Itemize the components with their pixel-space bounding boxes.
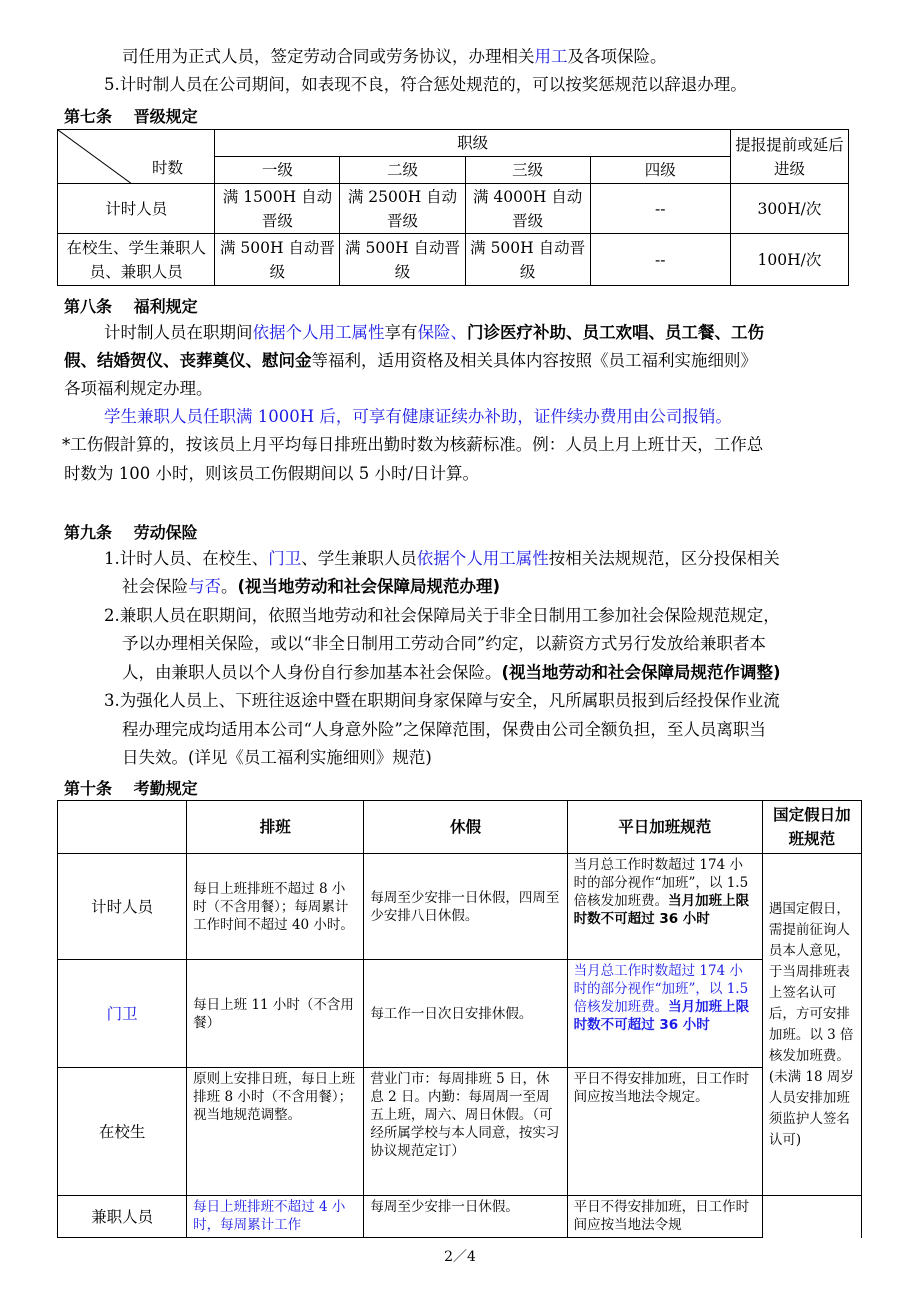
- diagonal-header-cell: [58, 130, 215, 184]
- cell: --: [590, 234, 730, 286]
- text-run: 按相关法规规范，区分投保相关: [548, 549, 780, 568]
- leave-cell: [364, 1196, 567, 1238]
- table-row: [58, 234, 849, 286]
- text-run: 每工作一日次日安排休假。: [370, 1005, 533, 1022]
- table-row: [58, 184, 849, 234]
- text-run: 每日上班 11 小时（不含用餐）: [193, 996, 354, 1031]
- article-10-heading: 第十条 考勤规定: [64, 779, 198, 798]
- text-run: 门卫: [268, 549, 302, 568]
- text-run: 5.计时制人员在公司期间，如表现不良，符合惩处规范的，可以按奖惩规范以辞退办理。: [104, 75, 747, 94]
- article-7-heading: 第七条 晋级规定: [64, 107, 198, 126]
- header-leave: 休假: [364, 801, 567, 854]
- text-line: [122, 44, 920, 70]
- shift-cell: [187, 960, 364, 1068]
- header-shift: 排班: [187, 801, 364, 854]
- text-run: 。: [221, 577, 238, 596]
- table-row: [58, 854, 862, 960]
- overtime-cell: [567, 1196, 762, 1238]
- text-run: 人，由兼职人员以个人身份自行参加基本社会保险。: [122, 663, 502, 682]
- text-line: [122, 717, 920, 743]
- text-run: (视当地劳动和社会保障局规范办理): [237, 577, 501, 596]
- text-line: [104, 320, 904, 346]
- overtime-cell: [567, 960, 762, 1068]
- leave-cell: [364, 1068, 567, 1196]
- text-run: 3.为强化人员上、下班往返途中暨在职期间身家保障与安全，凡所属职员报到后经投保作业流: [104, 691, 780, 710]
- text-run: 平日不得安排加班，日工作时间应按当地法令规定。: [573, 1071, 750, 1105]
- header-overtime: 平日加班规范: [567, 801, 762, 854]
- text-run: 依据个人用工属性: [252, 323, 385, 342]
- grade-2: 二级: [340, 157, 465, 184]
- blank-header: [58, 801, 187, 854]
- text-line: [104, 72, 904, 98]
- row-label: 在校生: [58, 1068, 187, 1196]
- row-label-text: 门卫: [106, 1004, 138, 1023]
- text-run: 日失效。(详见《员工福利实施细则》规范): [122, 748, 432, 767]
- article-9-heading: 第九条 劳动保险: [64, 523, 198, 542]
- text-line: [104, 603, 904, 629]
- text-line: [64, 376, 864, 402]
- text-run: 社会保险: [122, 577, 188, 596]
- attendance-table: [57, 800, 862, 1238]
- text-line: [122, 574, 920, 600]
- cell: 300H/次: [730, 184, 848, 234]
- empty-cell: [762, 1196, 861, 1238]
- cell: 满 2500H 自动晋级: [340, 184, 465, 234]
- text-run: 各项福利规定办理。: [64, 379, 213, 398]
- article-8-heading: 第八条 福利规定: [64, 297, 198, 316]
- text-run: 每周至少安排一日休假。: [370, 1199, 519, 1215]
- cell: 满 500H 自动晋级: [215, 234, 340, 286]
- cell: 满 500H 自动晋级: [340, 234, 465, 286]
- text-run: 司任用为正式人员，签定劳动合同或劳务协议，办理相关: [122, 47, 535, 66]
- text-run: 、学生兼职人员: [301, 549, 417, 568]
- row-label: 在校生、学生兼职人员、兼职人员: [58, 234, 215, 286]
- table-row: [58, 1068, 862, 1196]
- text-run: 2.兼职人员在职期间，依照当地劳动和社会保障局关于非全日制用工参加社会保险规范规定，: [104, 606, 780, 625]
- text-line: [122, 631, 920, 657]
- promotion-table: [57, 129, 849, 286]
- text-run: *工伤假計算的，按该员上月平均每日排班出勤时数为核薪标准。例：人员上月上班廿天，工作总: [62, 435, 764, 454]
- text-run: 计时制人员在职期间: [104, 323, 253, 342]
- shift-cell: [187, 1068, 364, 1196]
- cell: 满 500H 自动晋级: [465, 234, 590, 286]
- text-run: 当月加班上限时数不可超过 36 小时: [573, 999, 750, 1033]
- text-run: 依据个人用工属性: [416, 549, 549, 568]
- text-run: 时数为 100 小时，则该员工伤假期间以 5 小时/日计算。: [64, 464, 480, 483]
- text-line: [62, 432, 862, 458]
- text-run: 1.计时人员、在校生、: [104, 549, 269, 568]
- hours-label: 时数: [152, 159, 184, 177]
- text-run: 等福利，适用资格及相关具体内容按照《员工福利实施细则》: [311, 351, 757, 370]
- overtime-cell: [567, 854, 762, 960]
- text-run: 当月总工作时数超过 174 小时的部分视作“加班”，以 1.5 倍核发加班费。: [573, 963, 749, 1015]
- table-row: [58, 1196, 862, 1238]
- grade-4: 四级: [590, 157, 730, 184]
- row-label: [58, 960, 187, 1068]
- text-run: 当月加班上限时数不可超过 36 小时: [573, 893, 750, 927]
- row-label: 计时人员: [58, 184, 215, 234]
- cell: 满 1500H 自动晋级: [215, 184, 340, 234]
- text-run: 程办理完成均适用本公司“人身意外险”之保障范围，保费由公司全额负担，至人员离职当: [122, 720, 766, 739]
- report-header: 提报提前或延后进级: [730, 130, 848, 184]
- row-label: 计时人员: [58, 854, 187, 960]
- shift-cell: [187, 1196, 364, 1238]
- text-run: 享有: [384, 323, 418, 342]
- text-line: [104, 404, 904, 430]
- table-row: [58, 960, 862, 1068]
- text-run: 及各项保险。: [567, 47, 667, 66]
- text-line: [64, 461, 864, 487]
- text-run: 假、结婚贺仪、丧葬奠仪、慰问金: [64, 351, 312, 370]
- text-line: [122, 745, 920, 771]
- text-line: [104, 546, 904, 572]
- text-run: 每日上班排班不超过 8 小时（不含用餐）；每周累计工作时间不超过 40 小时。: [193, 880, 354, 933]
- text-run: 保险、: [417, 323, 467, 342]
- row-label: 兼职人员: [58, 1196, 187, 1238]
- overtime-cell: [567, 1068, 762, 1196]
- text-run: 每周至少安排一日休假，四周至少安排八日休假。: [370, 889, 560, 924]
- holiday-rule-cell: 遇国定假日，需提前征询人员本人意见，于当周排班表上签名认可后，方可安排加班。以 3 倍核发加班费。(未满 18 周岁人员安排加班须监护人签名认可): [762, 854, 861, 1196]
- text-run: 每日上班排班不超过 4 小时，每周累计工作: [193, 1199, 346, 1233]
- text-run: 予以办理相关保险，或以“非全日制用工劳动合同”约定，以薪资方式另行发放给兼职者本: [122, 634, 766, 653]
- text-run: (视当地劳动和社会保障局规范作调整): [501, 663, 781, 682]
- text-run: 当月总工作时数超过 174 小时的部分视作“加班”，以 1.5 倍核发加班费。: [573, 857, 749, 909]
- text-run: 营业门市：每周排班 5 日，休息 2 日。内勤：每周周一至周五上班，周六、周日休假。（可经所属学校与本人同意，按实习协议规范定订）: [370, 1071, 560, 1159]
- text-run: 门诊医疗补助、员工欢唱、员工餐、工伤: [467, 323, 764, 342]
- text-line: [64, 348, 864, 374]
- shift-cell: [187, 854, 364, 960]
- header-holiday-overtime: 国定假日加班规范: [762, 801, 861, 854]
- text-run: 与否: [188, 577, 221, 596]
- cell: 100H/次: [730, 234, 848, 286]
- diagonal-line: [58, 130, 223, 184]
- cell: 满 4000H 自动晋级: [465, 184, 590, 234]
- text-run: 用工: [534, 47, 568, 66]
- text-run: 平日不得安排加班，日工作时间应按当地法令规: [573, 1199, 750, 1233]
- leave-cell: [364, 854, 567, 960]
- grade-header: 职级: [215, 130, 731, 157]
- leave-cell: [364, 960, 567, 1068]
- text-run: 原则上安排日班，每日上班排班 8 小时（不含用餐）；视当地规范调整。: [193, 1071, 356, 1123]
- cell: --: [590, 184, 730, 234]
- text-run: 学生兼职人员任职满 1000H 后，可享有健康证续办补助，证件续办费用由公司报销。: [104, 407, 732, 426]
- grade-1: 一级: [215, 157, 340, 184]
- page-number: 2／4: [444, 1249, 476, 1265]
- grade-3: 三级: [465, 157, 590, 184]
- text-line: [104, 688, 904, 714]
- text-line: [122, 660, 920, 686]
